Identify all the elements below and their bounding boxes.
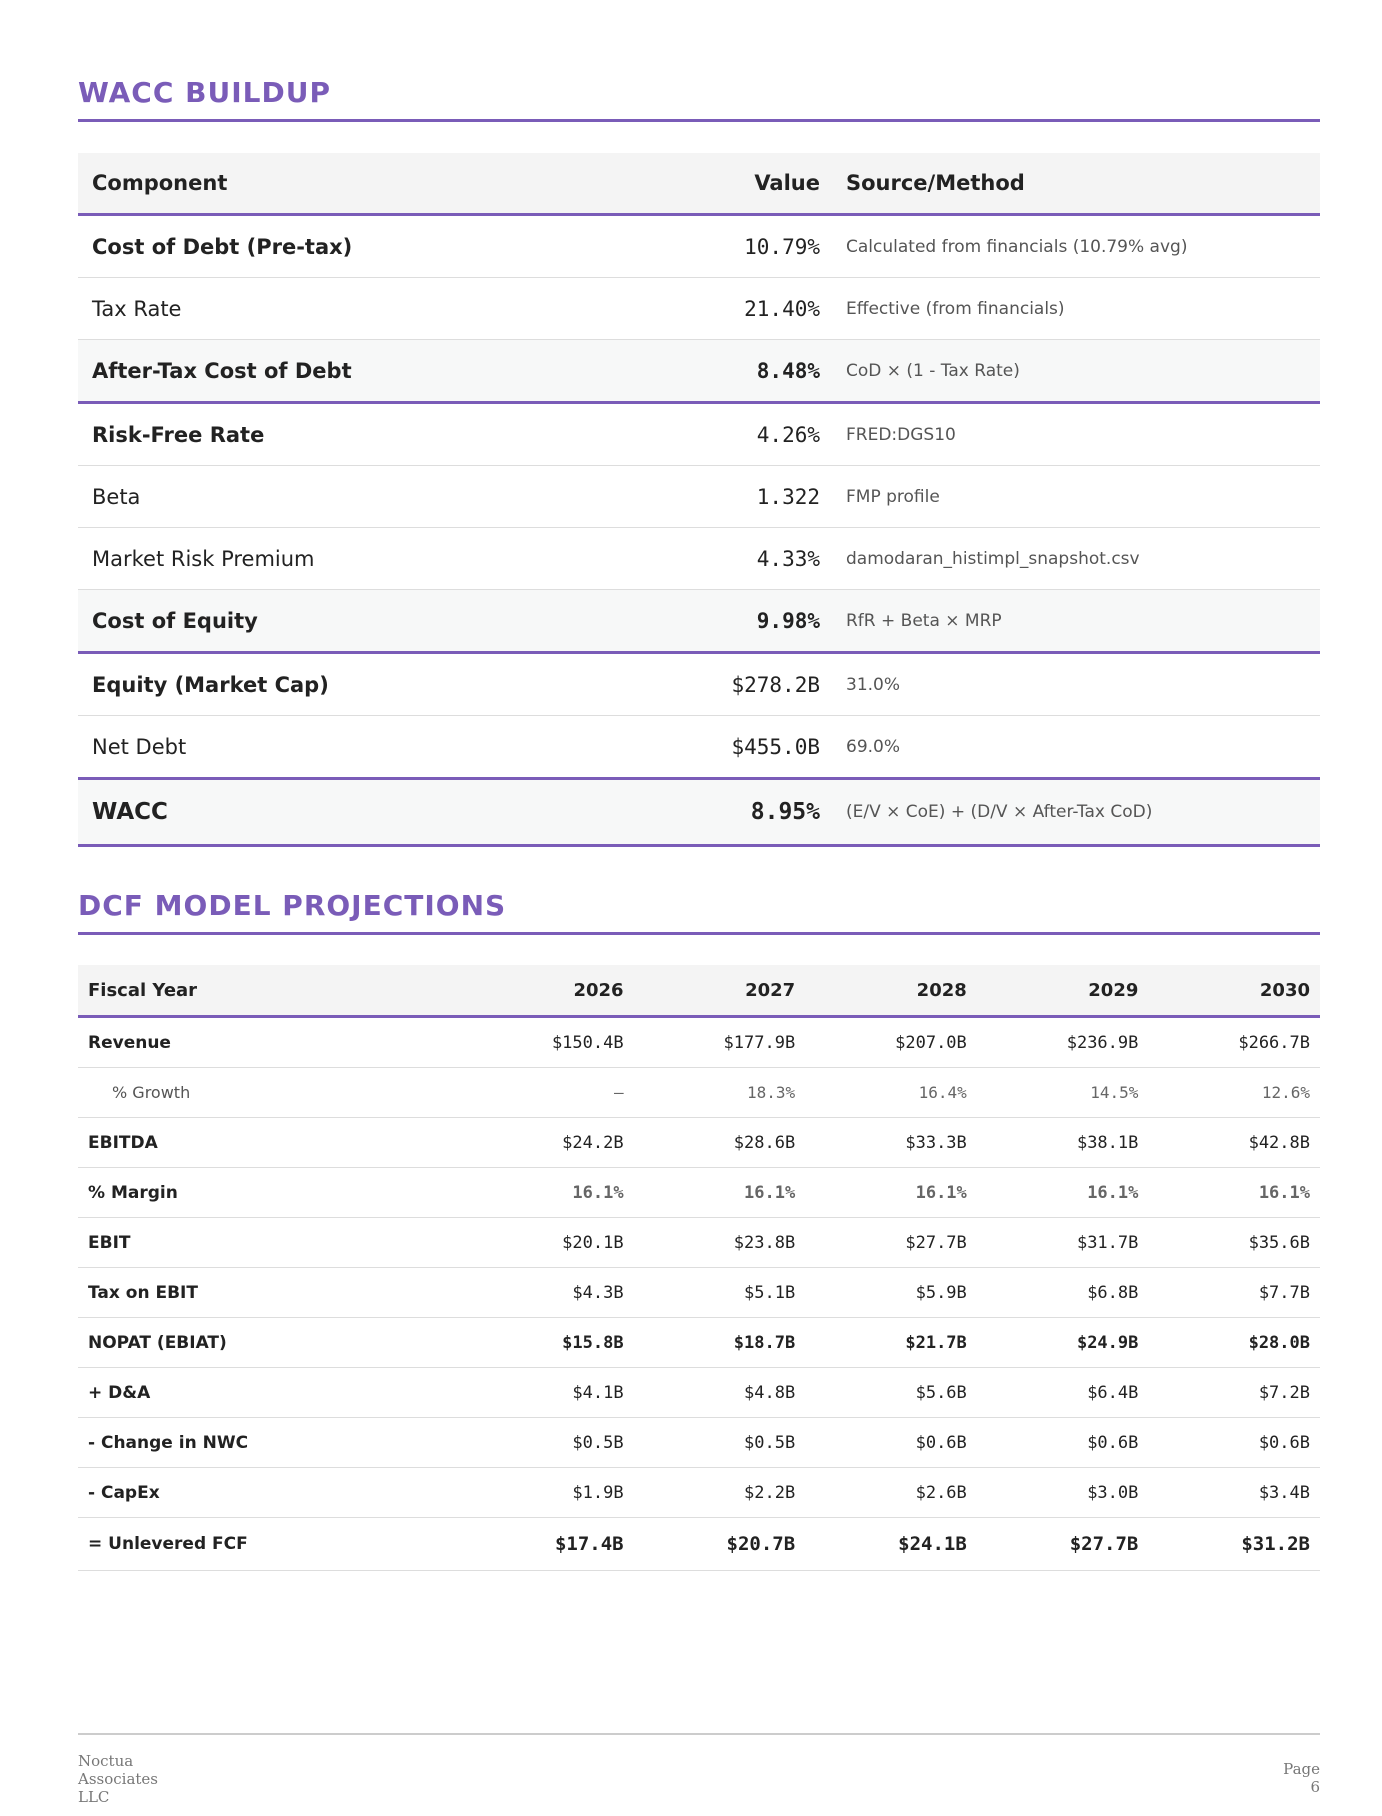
dcf-cell: $28.6B <box>634 1118 806 1168</box>
dcf-cell: $3.0B <box>977 1468 1149 1518</box>
dcf-cell: $31.2B <box>1148 1518 1320 1571</box>
wacc-row-beta <box>78 466 1320 528</box>
dcf-row-label: Revenue <box>78 1017 462 1068</box>
dcf-row-label: EBITDA <box>78 1118 462 1168</box>
wacc-header-row <box>78 153 1320 215</box>
dcf-header-year: 2030 <box>1148 965 1320 1017</box>
dcf-cell: $0.6B <box>805 1418 977 1468</box>
dcf-cell: $35.6B <box>1148 1218 1320 1268</box>
wacc-component: Cost of Equity <box>78 590 606 653</box>
wacc-source: 31.0% <box>832 653 1320 716</box>
dcf-cell: $7.7B <box>1148 1268 1320 1318</box>
wacc-value: 8.48% <box>606 340 832 403</box>
dcf-cell: $2.6B <box>805 1468 977 1518</box>
wacc-component: Risk-Free Rate <box>78 403 606 466</box>
footer-page-label: Page <box>1283 1760 1320 1778</box>
dcf-table <box>78 965 1320 1571</box>
dcf-cell: 12.6% <box>1148 1068 1320 1118</box>
dcf-cell: $4.8B <box>634 1368 806 1418</box>
wacc-component: After-Tax Cost of Debt <box>78 340 606 403</box>
dcf-cell: 16.1% <box>634 1168 806 1218</box>
dcf-row-unlevered-fcf <box>78 1518 1320 1571</box>
wacc-value: 1.322 <box>606 466 832 528</box>
dcf-cell: $5.9B <box>805 1268 977 1318</box>
dcf-cell: — <box>462 1068 634 1118</box>
wacc-source: Effective (from financials) <box>832 278 1320 340</box>
dcf-row-ebitda <box>78 1118 1320 1168</box>
dcf-cell: $24.2B <box>462 1118 634 1168</box>
wacc-row-after-tax-cod <box>78 340 1320 403</box>
wacc-component: Market Risk Premium <box>78 528 606 590</box>
wacc-row-cost-of-debt <box>78 215 1320 278</box>
dcf-cell: $27.7B <box>805 1218 977 1268</box>
dcf-cell: $0.6B <box>977 1418 1149 1468</box>
dcf-row-da <box>78 1368 1320 1418</box>
dcf-cell: $6.8B <box>977 1268 1149 1318</box>
wacc-value: 8.95% <box>606 779 832 846</box>
footer-company-line: LLC <box>78 1788 110 1806</box>
dcf-cell: $0.5B <box>462 1418 634 1468</box>
dcf-cell: $6.4B <box>977 1368 1149 1418</box>
dcf-cell: $5.6B <box>805 1368 977 1418</box>
dcf-cell: $177.9B <box>634 1017 806 1068</box>
dcf-cell: $28.0B <box>1148 1318 1320 1368</box>
dcf-row-label: - Change in NWC <box>78 1418 462 1468</box>
wacc-component: WACC <box>78 779 606 846</box>
wacc-component: Equity (Market Cap) <box>78 653 606 716</box>
wacc-value: 21.40% <box>606 278 832 340</box>
dcf-header-row <box>78 965 1320 1017</box>
dcf-row-label: NOPAT (EBIAT) <box>78 1318 462 1368</box>
dcf-cell: 14.5% <box>977 1068 1149 1118</box>
dcf-row-label: = Unlevered FCF <box>78 1518 462 1571</box>
dcf-cell: $38.1B <box>977 1118 1149 1168</box>
dcf-cell: $150.4B <box>462 1017 634 1068</box>
dcf-cell: $33.3B <box>805 1118 977 1168</box>
wacc-component: Net Debt <box>78 716 606 779</box>
footer-company <box>78 1752 198 1806</box>
wacc-source: damodaran_histimpl_snapshot.csv <box>832 528 1320 590</box>
footer-page-value: 6 <box>1310 1778 1320 1796</box>
wacc-header-component: Component <box>78 153 606 215</box>
dcf-header-year: 2028 <box>805 965 977 1017</box>
dcf-cell: 16.1% <box>1148 1168 1320 1218</box>
dcf-row-label: % Margin <box>78 1168 462 1218</box>
dcf-header-year: 2029 <box>977 965 1149 1017</box>
dcf-cell: $18.7B <box>634 1318 806 1368</box>
dcf-cell: $3.4B <box>1148 1468 1320 1518</box>
wacc-source: 69.0% <box>832 716 1320 779</box>
dcf-cell: $236.9B <box>977 1017 1149 1068</box>
dcf-cell: $20.7B <box>634 1518 806 1571</box>
dcf-cell: 16.1% <box>977 1168 1149 1218</box>
wacc-source: (E/V × CoE) + (D/V × After-Tax CoD) <box>832 779 1320 846</box>
dcf-row-label: + D&A <box>78 1368 462 1418</box>
dcf-row-tax-on-ebit <box>78 1268 1320 1318</box>
dcf-row-revenue <box>78 1017 1320 1068</box>
dcf-cell: $1.9B <box>462 1468 634 1518</box>
dcf-row-label: Tax on EBIT <box>78 1268 462 1318</box>
dcf-row-label: EBIT <box>78 1218 462 1268</box>
dcf-row-ebit <box>78 1218 1320 1268</box>
wacc-value: 4.26% <box>606 403 832 466</box>
footer-company-line: Associates <box>78 1770 159 1788</box>
dcf-cell: $17.4B <box>462 1518 634 1571</box>
dcf-cell: $4.1B <box>462 1368 634 1418</box>
dcf-cell: $7.2B <box>1148 1368 1320 1418</box>
dcf-cell: $21.7B <box>805 1318 977 1368</box>
dcf-cell: $266.7B <box>1148 1017 1320 1068</box>
dcf-row-nopat <box>78 1318 1320 1368</box>
wacc-header-value: Value <box>606 153 832 215</box>
dcf-cell: 18.3% <box>634 1068 806 1118</box>
wacc-row-tax-rate <box>78 278 1320 340</box>
dcf-cell: $31.7B <box>977 1218 1149 1268</box>
dcf-cell: $27.7B <box>977 1518 1149 1571</box>
wacc-row-risk-free <box>78 403 1320 466</box>
wacc-value: 10.79% <box>606 215 832 278</box>
dcf-header-year: 2026 <box>462 965 634 1017</box>
dcf-cell: $42.8B <box>1148 1118 1320 1168</box>
wacc-row-wacc <box>78 779 1320 846</box>
wacc-row-net-debt <box>78 716 1320 779</box>
dcf-header-label: Fiscal Year <box>78 965 462 1017</box>
dcf-header-year: 2027 <box>634 965 806 1017</box>
dcf-cell: $2.2B <box>634 1468 806 1518</box>
dcf-cell: $0.5B <box>634 1418 806 1468</box>
dcf-cell: 16.4% <box>805 1068 977 1118</box>
wacc-component: Tax Rate <box>78 278 606 340</box>
dcf-cell: $4.3B <box>462 1268 634 1318</box>
dcf-row-label: - CapEx <box>78 1468 462 1518</box>
dcf-row-nwc <box>78 1418 1320 1468</box>
dcf-cell: $0.6B <box>1148 1418 1320 1468</box>
wacc-source: CoD × (1 - Tax Rate) <box>832 340 1320 403</box>
wacc-value: 4.33% <box>606 528 832 590</box>
dcf-row-growth <box>78 1068 1320 1118</box>
wacc-component: Beta <box>78 466 606 528</box>
wacc-source: FRED:DGS10 <box>832 403 1320 466</box>
dcf-cell: $24.9B <box>977 1318 1149 1368</box>
footer-page-number <box>1240 1760 1320 1796</box>
wacc-component: Cost of Debt (Pre-tax) <box>78 215 606 278</box>
wacc-row-cost-of-equity <box>78 590 1320 653</box>
dcf-cell: $5.1B <box>634 1268 806 1318</box>
wacc-row-equity <box>78 653 1320 716</box>
wacc-section-title: WACC BUILDUP <box>78 76 1320 122</box>
wacc-value: $455.0B <box>606 716 832 779</box>
wacc-row-mrp <box>78 528 1320 590</box>
footer-company-line: Noctua <box>78 1752 134 1770</box>
wacc-header-source: Source/Method <box>832 153 1320 215</box>
dcf-cell: $24.1B <box>805 1518 977 1571</box>
dcf-cell: $23.8B <box>634 1218 806 1268</box>
dcf-row-margin <box>78 1168 1320 1218</box>
wacc-source: RfR + Beta × MRP <box>832 590 1320 653</box>
dcf-cell: $20.1B <box>462 1218 634 1268</box>
wacc-source: Calculated from financials (10.79% avg) <box>832 215 1320 278</box>
wacc-value: 9.98% <box>606 590 832 653</box>
dcf-section-title: DCF MODEL PROJECTIONS <box>78 889 1320 935</box>
footer-divider <box>78 1733 1320 1735</box>
wacc-table <box>78 153 1320 847</box>
dcf-cell: $15.8B <box>462 1318 634 1368</box>
dcf-row-capex <box>78 1468 1320 1518</box>
dcf-cell: $207.0B <box>805 1017 977 1068</box>
wacc-value: $278.2B <box>606 653 832 716</box>
dcf-row-label: % Growth <box>78 1068 462 1118</box>
wacc-source: FMP profile <box>832 466 1320 528</box>
dcf-cell: 16.1% <box>462 1168 634 1218</box>
dcf-cell: 16.1% <box>805 1168 977 1218</box>
